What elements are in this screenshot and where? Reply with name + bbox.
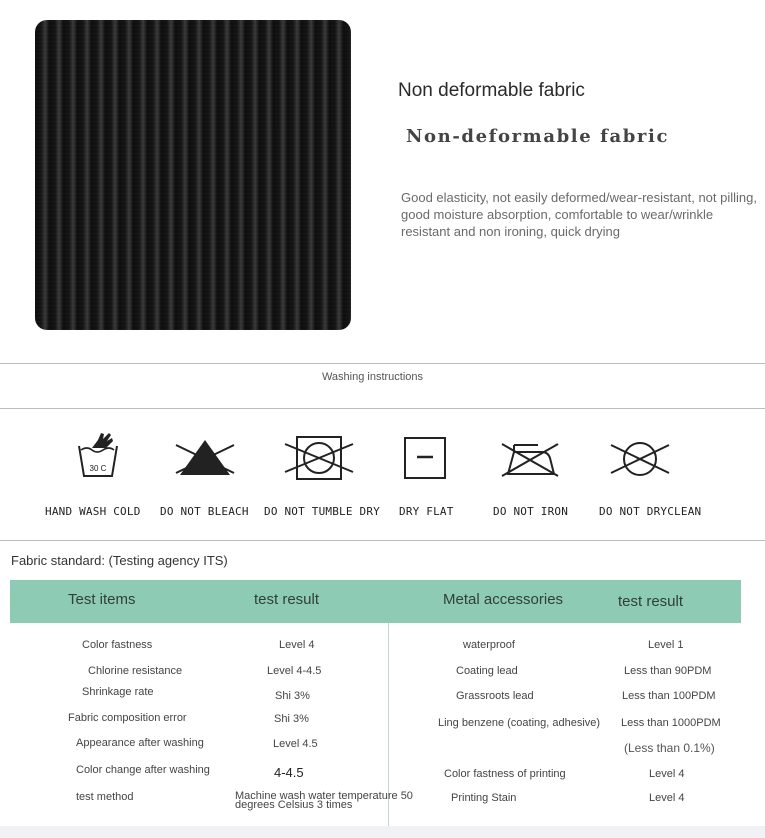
left-item: Shrinkage rate [82, 686, 154, 698]
right-item: Coating lead [456, 665, 518, 677]
hand-wash-icon [76, 430, 120, 480]
wash-label-do-not-iron: DO NOT IRON [493, 505, 569, 518]
left-result: Level 4.5 [273, 738, 318, 750]
wash-label-dry-flat: DRY FLAT [399, 505, 454, 518]
do-not-bleach-icon [172, 437, 238, 479]
page-footer-band [0, 826, 765, 838]
left-item: Appearance after washing [76, 737, 204, 749]
wash-label-hand-wash-cold: HAND WASH COLD [45, 505, 141, 518]
right-item: waterproof [463, 639, 515, 651]
right-item: Printing Stain [451, 792, 517, 804]
right-result: Level 4 [649, 768, 685, 780]
fabric-swatch-image [35, 20, 351, 330]
left-item: test method [76, 791, 134, 803]
left-item: Color change after washing [76, 764, 210, 776]
left-result: Level 4 [279, 639, 315, 651]
dry-flat-icon [402, 435, 448, 481]
divider [0, 363, 765, 364]
product-description: Good elasticity, not easily deformed/wear-resistant, not pilling, good moisture absorption, comfortable to wear/wrinkle resistant and non ironing, quick drying [401, 190, 757, 239]
washing-heading: Washing instructions [321, 371, 424, 383]
right-result: (Less than 0.1%) [624, 741, 715, 755]
right-item: Color fastness of printing [444, 768, 566, 780]
product-subtitle: Non-deformable fabric [406, 126, 670, 147]
left-result: 4-4.5 [274, 765, 304, 780]
do-not-tumble-dry-icon [283, 434, 355, 482]
right-item: Ling benzene (coating, adhesive) [438, 717, 601, 729]
left-result: Level 4-4.5 [267, 665, 322, 677]
right-result: Level 4 [649, 792, 685, 804]
wash-label-do-not-bleach: DO NOT BLEACH [160, 505, 249, 518]
do-not-dryclean-icon [608, 437, 672, 481]
wash-label-do-not-tumble-dry: DO NOT TUMBLE DRY [264, 505, 380, 518]
table-header [10, 580, 741, 623]
right-result: Less than 1000PDM [621, 717, 721, 729]
header-test-result: test result [254, 591, 320, 608]
divider [0, 408, 765, 409]
right-result: Less than 100PDM [622, 690, 716, 702]
header-metal-accessories: Metal accessories [443, 591, 564, 608]
left-item: Color fastness [82, 639, 153, 651]
divider [0, 540, 765, 541]
right-result: Less than 90PDM [624, 665, 712, 677]
wash-label-do-not-dryclean: DO NOT DRYCLEAN [599, 505, 702, 518]
right-item: Grassroots lead [456, 690, 534, 702]
product-title: Non deformable fabric [398, 80, 585, 101]
right-result: Level 1 [648, 639, 684, 651]
left-item: Chlorine resistance [88, 665, 183, 677]
header-test-items: Test items [68, 591, 136, 608]
wash-temperature: 30 C [89, 464, 107, 473]
standard-title: Fabric standard: (Testing agency ITS) [11, 553, 228, 568]
left-result: Machine wash water temperature 50 degrees Celsius 3 times [235, 790, 413, 811]
left-result: Shi 3% [275, 690, 310, 702]
do-not-iron-icon [498, 436, 562, 482]
left-result: Shi 3% [274, 713, 309, 725]
header-test-result-2: test result [618, 593, 684, 610]
left-item: Fabric composition error [68, 712, 187, 724]
